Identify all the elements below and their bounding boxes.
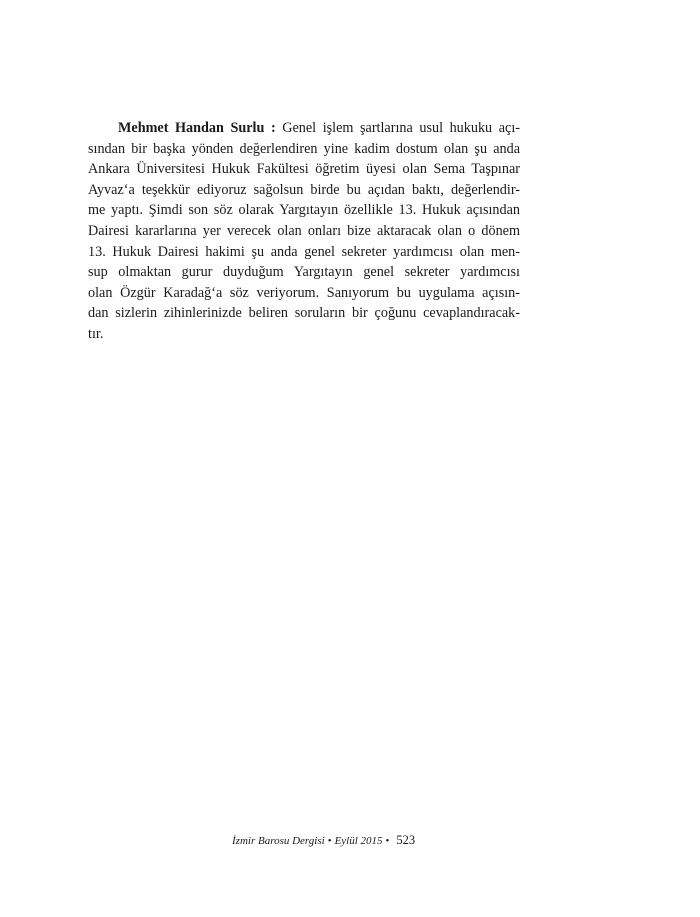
paragraph-line-4: Ayvaz‘a teşekkür ediyoruz sağolsun birde bu açıdan baktı, değerlendir- bbox=[88, 181, 520, 198]
paragraph-line-9: olan Özgür Karadağ‘a söz veriyorum. Sanıyorum bu uygulama açısın- bbox=[88, 284, 520, 301]
paragraph-line-11: tır. bbox=[88, 325, 104, 342]
paragraph-line-1 bbox=[88, 118, 520, 139]
speaker-text: Genel işlem şartlarına usul hukuku açı- bbox=[275, 120, 520, 136]
paragraph-line-7: 13. Hukuk Dairesi hakimi şu anda genel sekreter yardımcısı olan men- bbox=[88, 243, 520, 260]
paragraph-line-2: sından bir başka yönden değerlendiren yine kadim dostum olan şu anda bbox=[88, 140, 520, 157]
speaker-name: Mehmet Handan Surlu : bbox=[118, 120, 276, 136]
paragraph-line-10: dan sizlerin zihinlerinizde beliren soruların bir çoğunu cevaplandıracak- bbox=[88, 305, 520, 322]
paragraph-line-8: sup olmaktan gurur duyduğum Yargıtayın genel sekreter yardımcısı bbox=[88, 264, 520, 281]
footer-content bbox=[232, 832, 415, 849]
paragraph-line-3: Ankara Üniversitesi Hukuk Fakültesi öğretim üyesi olan Sema Taşpınar bbox=[88, 161, 520, 178]
footer-separator: • bbox=[327, 835, 332, 847]
page-number: 523 bbox=[396, 833, 416, 847]
transcript-paragraph bbox=[88, 118, 520, 345]
issue-date: Eylül 2015 bbox=[334, 835, 383, 847]
paragraph-line-6: Dairesi kararlarına yer verecek olan onları bize aktaracak olan o dönem bbox=[88, 222, 520, 239]
journal-name: İzmir Barosu Dergisi bbox=[232, 835, 325, 847]
footer-separator-2: • bbox=[385, 835, 390, 847]
paragraph-line-5: me yaptı. Şimdi son söz olarak Yargıtayın özellikle 13. Hukuk açısından bbox=[88, 202, 520, 219]
